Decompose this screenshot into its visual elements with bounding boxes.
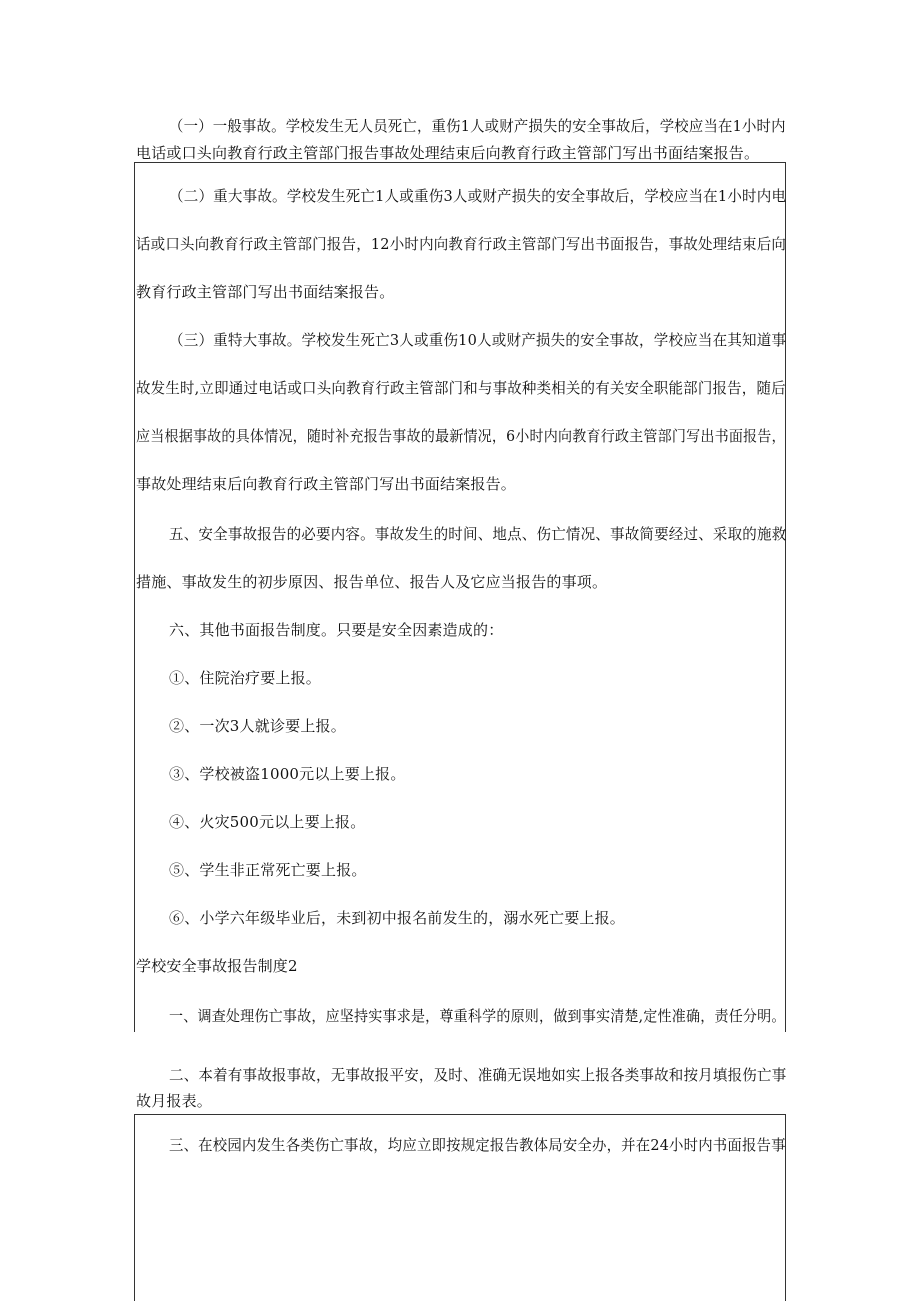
- list-item: ③、学校被盗1000元以上要上报。: [169, 765, 406, 783]
- paragraph-line: 故月报表。: [136, 1092, 213, 1110]
- list-item: ①、住院治疗要上报。: [169, 669, 322, 687]
- paragraph-line: （一）一般事故。学校发生无人员死亡，重伤1人或财产损失的安全事故后，学校应当在1小时内: [169, 117, 786, 135]
- paragraph-line: 三、在校园内发生各类伤亡事故，均应立即按规定报告教体局安全办，并在24小时内书面报告事: [169, 1136, 786, 1154]
- paragraph-line: （三）重特大事故。学校发生死亡3人或重伤10人或财产损失的安全事故，学校应当在其知道事: [169, 331, 787, 349]
- paragraph-line: （二）重大事故。学校发生死亡1人或重伤3人或财产损失的安全事故后，学校应当在1小时内电: [169, 187, 787, 205]
- paragraph-line: 事故处理结束后向教育行政主管部门写出书面结案报告。: [136, 475, 517, 493]
- paragraph-line: 六、其他书面报告制度。只要是安全因素造成的：: [169, 621, 504, 639]
- list-item: ④、火灾500元以上要上报。: [169, 813, 366, 831]
- list-item: ⑤、学生非正常死亡要上报。: [169, 861, 367, 879]
- paragraph-line: 措施、事故发生的初步原因、报告单位、报告人及它应当报告的事项。: [136, 573, 608, 591]
- list-item: ⑥、小学六年级毕业后，未到初中报名前发生的，溺水死亡要上报。: [169, 909, 626, 927]
- paragraph-line: 二、本着有事故报事故，无事故报平安，及时、准确无误地如实上报各类事故和按月填报伤亡事: [169, 1066, 787, 1084]
- paragraph-line: 应当根据事故的具体情况，随时补充报告事故的最新情况，6小时内向教育行政主管部门写出书面报告，: [136, 427, 786, 445]
- paragraph-line: 教育行政主管部门写出书面结案报告。: [136, 283, 395, 301]
- section-heading: 学校安全事故报告制度2: [136, 957, 298, 975]
- paragraph-line: 一、调查处理伤亡事故，应坚持实事求是，尊重科学的原则，做到事实清楚,定性准确，责任分明。: [169, 1007, 786, 1025]
- paragraph-line: 话或口头向教育行政主管部门报告，12小时内向教育行政主管部门写出书面报告，事故处理结束后向: [136, 235, 787, 253]
- paragraph-line: 电话或口头向教育行政主管部门报告事故处理结束后向教育行政主管部门写出书面结案报告。: [136, 144, 760, 162]
- list-item: ②、一次3人就诊要上报。: [169, 717, 346, 735]
- paragraph-line: 故发生时,立即通过电话或口头向教育行政主管部门和与事故种类相关的有关安全职能部门报告，随后: [136, 379, 786, 397]
- paragraph-line: 五、安全事故报告的必要内容。事故发生的时间、地点、伤亡情况、事故简要经过、采取的施救: [169, 525, 787, 543]
